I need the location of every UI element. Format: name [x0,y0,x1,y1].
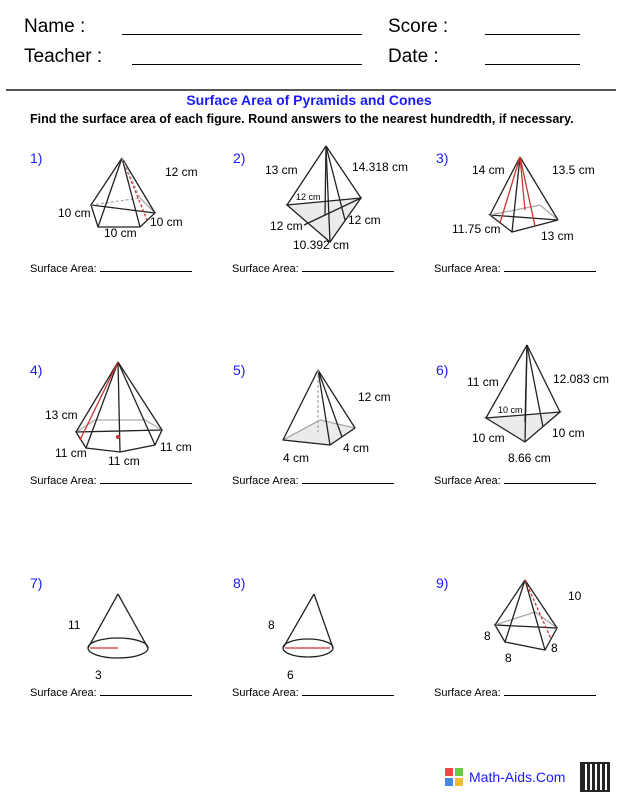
problem-2-number: 2) [233,150,246,166]
figure-label: 13 cm [541,229,574,243]
figure-label: 10 cm [498,405,523,415]
figure-label: 12 cm [348,213,381,227]
answer-label: Surface Area: [30,263,97,275]
answer-4[interactable] [30,475,192,487]
figure-label: 8 [505,651,512,665]
figure-label: 13 cm [45,408,78,422]
answer-8[interactable] [232,687,394,699]
problem-1-number: 1) [30,150,43,166]
worksheet-title: Surface Area of Pyramids and Cones [186,92,432,108]
figure-4-hexagonal-pyramid [76,362,162,452]
answer-blank[interactable] [504,483,596,484]
answer-label: Surface Area: [434,263,501,275]
figure-label: 12 cm [296,192,321,202]
figure-1-pentagonal-pyramid [91,158,155,227]
date-label: Date : [388,46,439,67]
figure-label: 13 cm [265,163,298,177]
answer-blank[interactable] [504,695,596,696]
answer-label: Surface Area: [232,263,299,275]
figure-9-pentagonal-pyramid [495,580,557,650]
calculator-icon [445,768,463,786]
brand-name: Math-Aids.Com [469,769,566,785]
answer-9[interactable] [434,687,596,699]
answer-blank[interactable] [100,695,192,696]
answer-blank[interactable] [504,271,596,272]
figure-label: 11.75 cm [452,222,501,236]
figure-label: 10 cm [150,215,183,229]
figure-label: 12 cm [270,219,303,233]
figure-label: 8 [484,629,491,643]
figure-label: 14 cm [472,163,505,177]
teacher-label: Teacher : [24,46,103,67]
answer-label: Surface Area: [30,687,97,699]
problem-6-number: 6) [436,362,449,378]
problem-5-number: 5) [233,362,246,378]
figure-label: 11 cm [55,446,87,460]
answer-blank[interactable] [302,695,394,696]
answer-6[interactable] [434,475,596,487]
answer-blank[interactable] [100,271,192,272]
name-label: Name : [24,16,86,37]
problem-8-number: 8) [233,575,246,591]
figure-label: 6 [287,668,294,682]
figure-label: 13.5 cm [552,163,595,177]
problem-9-number: 9) [436,575,449,591]
answer-blank[interactable] [302,271,394,272]
problem-4-number: 4) [30,362,43,378]
figure-label: 8 [268,618,275,632]
answer-label: Surface Area: [232,475,299,487]
figure-label: 10 [568,589,582,603]
figure-label: 12.083 cm [553,372,610,386]
footer-logo [445,768,565,786]
answer-blank[interactable] [302,483,394,484]
answer-7[interactable] [30,687,192,699]
figure-label: 8 [551,641,558,655]
answer-label: Surface Area: [434,475,501,487]
figure-label: 11 cm [467,375,499,389]
figure-label: 11 cm [108,454,140,468]
figure-label: 11 [68,618,81,632]
qr-code [580,762,610,792]
problem-3-number: 3) [436,150,449,166]
figure-5-square-pyramid [283,370,355,445]
figure-label: 10 cm [104,226,137,240]
answer-label: Surface Area: [434,687,501,699]
figure-label: 14.318 cm [352,160,409,174]
answer-3[interactable] [434,263,596,275]
figure-label: 12 cm [165,165,198,179]
figure-label: 10 cm [552,426,585,440]
answer-label: Surface Area: [232,687,299,699]
figure-label: 12 cm [358,390,391,404]
figure-label: 4 cm [343,441,370,455]
figure-8-cone [283,594,333,657]
answer-1[interactable] [30,263,192,275]
figure-label: 4 cm [283,451,310,465]
answer-label: Surface Area: [30,475,97,487]
problem-7-number: 7) [30,575,43,591]
figure-label: 10 cm [472,431,505,445]
answer-2[interactable] [232,263,394,275]
figure-6-triangular-pyramid [486,345,560,442]
answer-blank[interactable] [100,483,192,484]
figure-7-cone [88,594,148,658]
score-label: Score : [388,16,449,37]
figure-label: 8.66 cm [508,451,551,465]
figure-label: 10 cm [58,206,91,220]
figure-label: 11 cm [160,440,192,454]
instructions: Find the surface area of each figure. Round answers to the nearest hundredth, if necessary. [30,112,574,126]
figure-label: 10.392 cm [293,238,350,252]
answer-5[interactable] [232,475,394,487]
figure-label: 3 [95,668,102,682]
